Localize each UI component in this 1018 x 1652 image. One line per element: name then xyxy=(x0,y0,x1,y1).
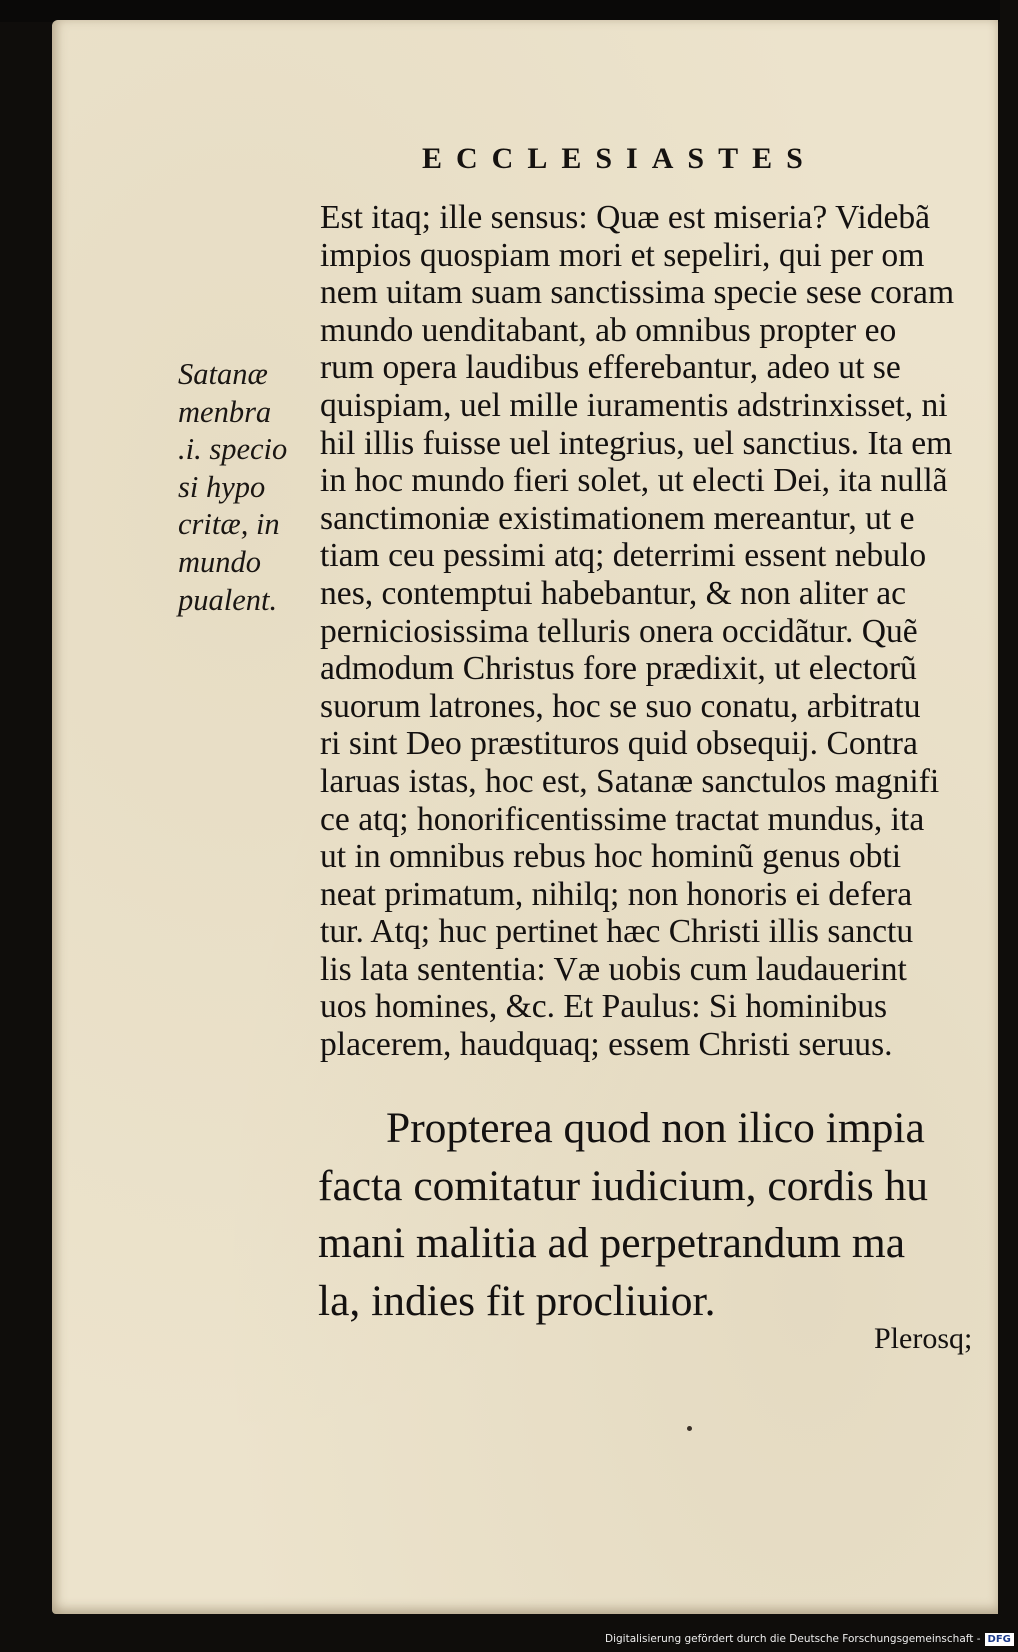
body-line: ut in omnibus rebus hoc hominũ genus obti xyxy=(320,838,902,876)
body-line: quispiam, uel mille iuramentis adstrinxisset, ni xyxy=(320,386,948,424)
scan-top-border xyxy=(0,0,1000,22)
body-line: tiam ceu pessimi atq; deterrimi essent nebulo xyxy=(320,537,927,575)
body-line: mundo uenditabant, ab omnibus propter eo xyxy=(320,311,897,349)
marginal-note-line: mundo xyxy=(178,544,262,579)
body-text xyxy=(320,199,1000,1064)
digitization-footer xyxy=(605,1633,1011,1649)
marginal-note-line: critæ, in xyxy=(178,507,280,542)
body-line: impios quospiam mori et sepeliri, qui per om xyxy=(320,236,925,274)
body-line: nem uitam suam sanctissima specie sese coram xyxy=(320,274,955,312)
marginal-note-line: pualent. xyxy=(178,582,278,617)
body-line: sanctimoniæ existimationem mereantur, ut e xyxy=(320,499,915,537)
book-page xyxy=(52,20,998,1614)
running-head: ECCLESIASTES xyxy=(422,142,817,175)
body-line: ce atq; honorificentissime tractat mundus, ita xyxy=(320,800,925,838)
body-line: rum opera laudibus efferebantur, adeo ut se xyxy=(320,349,901,387)
summary-heading xyxy=(318,1100,1018,1330)
body-line: in hoc mundo fieri solet, ut electi Dei, ita nullã xyxy=(320,462,948,500)
dfg-logo: DFG xyxy=(985,1633,1014,1646)
body-line: Est itaq; ille sensus: Quæ est miseria? Videbã xyxy=(320,199,931,236)
catchword: Plerosq; xyxy=(874,1322,973,1355)
summary-line: la, indies fit procliuior. xyxy=(318,1276,716,1325)
body-line: laruas istas, hoc est, Satanæ sanctulos magnifi xyxy=(320,762,940,800)
body-line: neat primatum, nihilq; non honoris ei defera xyxy=(320,875,913,913)
body-line: hil illis fuisse uel integrius, uel sanctius. Ita em xyxy=(320,424,953,462)
marginal-note-line: si hypo xyxy=(178,469,266,504)
body-line: suorum latrones, hoc se suo conatu, arbitratu xyxy=(320,687,921,725)
body-line: placerem, haudquaq; essem Christi seruus. xyxy=(320,1026,893,1064)
summary-line: Propterea quod non ilico impia xyxy=(386,1104,925,1152)
paper-speck xyxy=(687,1426,692,1431)
body-line: perniciosissima telluris onera occidãtur. Quẽ xyxy=(320,612,918,650)
marginal-note-line: .i. specio xyxy=(178,432,288,467)
marginal-note xyxy=(178,356,323,619)
marginal-note-line: Satanæ xyxy=(178,357,268,391)
marginal-note-line: menbra xyxy=(178,394,272,429)
body-line: nes, contemptui habebantur, & non aliter ac xyxy=(320,574,907,612)
body-line: uos homines, &c. Et Paulus: Si hominibus xyxy=(320,988,888,1026)
body-line: tur. Atq; huc pertinet hæc Christi illis sanctu xyxy=(320,913,914,951)
body-line: admodum Christus fore prædixit, ut electorũ xyxy=(320,650,917,688)
summary-line: mani malitia ad perpetrandum ma xyxy=(318,1219,906,1268)
footer-credit: Digitalisierung gefördert durch die Deutsche Forschungsgemeinschaft - xyxy=(605,1633,981,1645)
summary-line: facta comitatur iudicium, cordis hu xyxy=(318,1161,929,1210)
body-line: ri sint Deo præstituros quid obsequij. Contra xyxy=(320,725,918,763)
body-line: lis lata sententia: Væ uobis cum laudauerint xyxy=(320,950,907,988)
